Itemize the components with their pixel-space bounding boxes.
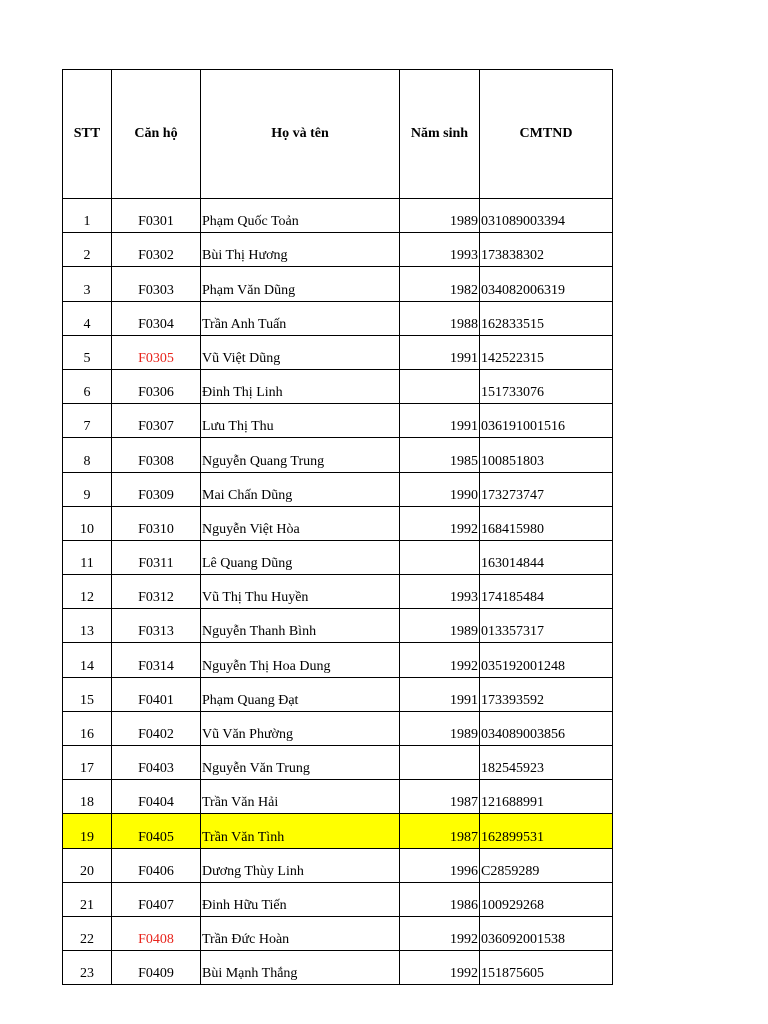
cell-name: Nguyễn Văn Trung — [201, 746, 400, 780]
cell-stt: 18 — [63, 780, 112, 814]
cell-id-number: 182545923 — [480, 746, 613, 780]
cell-apartment: F0302 — [112, 233, 201, 267]
cell-stt: 10 — [63, 506, 112, 540]
cell-birth-year: 1993 — [400, 233, 480, 267]
cell-id-number: 013357317 — [480, 609, 613, 643]
cell-stt: 23 — [63, 951, 112, 985]
cell-id-number: 173273747 — [480, 472, 613, 506]
header-id-number: CMTND — [480, 70, 613, 199]
cell-name: Mai Chấn Dũng — [201, 472, 400, 506]
cell-name: Lê Quang Dũng — [201, 540, 400, 574]
table-row — [63, 951, 613, 985]
cell-apartment: F0408 — [112, 916, 201, 950]
cell-name: Vũ Việt Dũng — [201, 335, 400, 369]
table-row — [63, 335, 613, 369]
cell-stt: 1 — [63, 199, 112, 233]
table-row — [63, 438, 613, 472]
cell-id-number: C2859289 — [480, 848, 613, 882]
cell-id-number: 035192001248 — [480, 643, 613, 677]
cell-name: Vũ Văn Phường — [201, 711, 400, 745]
table-row — [63, 814, 613, 848]
resident-table — [62, 69, 613, 985]
cell-stt: 7 — [63, 404, 112, 438]
cell-stt: 4 — [63, 301, 112, 335]
cell-name: Bùi Mạnh Thắng — [201, 951, 400, 985]
table-row — [63, 506, 613, 540]
cell-apartment: F0406 — [112, 848, 201, 882]
header-birth-year: Năm sinh — [400, 70, 480, 199]
cell-name: Trần Anh Tuấn — [201, 301, 400, 335]
cell-name: Nguyễn Việt Hòa — [201, 506, 400, 540]
cell-stt: 5 — [63, 335, 112, 369]
cell-apartment: F0306 — [112, 369, 201, 403]
cell-apartment: F0308 — [112, 438, 201, 472]
table-row — [63, 643, 613, 677]
cell-id-number: 151733076 — [480, 369, 613, 403]
cell-apartment: F0401 — [112, 677, 201, 711]
cell-birth-year: 1991 — [400, 335, 480, 369]
cell-name: Đinh Thị Linh — [201, 369, 400, 403]
cell-id-number: 162833515 — [480, 301, 613, 335]
cell-apartment: F0312 — [112, 575, 201, 609]
table-row — [63, 677, 613, 711]
cell-stt: 2 — [63, 233, 112, 267]
cell-id-number: 162899531 — [480, 814, 613, 848]
cell-name: Vũ Thị Thu Huyền — [201, 575, 400, 609]
cell-birth-year: 1992 — [400, 916, 480, 950]
cell-name: Trần Văn Hải — [201, 780, 400, 814]
cell-name: Lưu Thị Thu — [201, 404, 400, 438]
cell-birth-year: 1989 — [400, 199, 480, 233]
cell-apartment: F0403 — [112, 746, 201, 780]
cell-name: Trần Đức Hoàn — [201, 916, 400, 950]
table-row — [63, 267, 613, 301]
cell-stt: 8 — [63, 438, 112, 472]
cell-stt: 20 — [63, 848, 112, 882]
cell-apartment: F0314 — [112, 643, 201, 677]
cell-apartment: F0409 — [112, 951, 201, 985]
cell-apartment: F0310 — [112, 506, 201, 540]
table-row — [63, 609, 613, 643]
cell-birth-year: 1989 — [400, 711, 480, 745]
table-row — [63, 472, 613, 506]
cell-apartment: F0405 — [112, 814, 201, 848]
cell-id-number: 031089003394 — [480, 199, 613, 233]
cell-id-number: 036092001538 — [480, 916, 613, 950]
cell-name: Dương Thùy Linh — [201, 848, 400, 882]
cell-apartment: F0309 — [112, 472, 201, 506]
cell-id-number: 100851803 — [480, 438, 613, 472]
cell-birth-year — [400, 369, 480, 403]
cell-stt: 22 — [63, 916, 112, 950]
cell-stt: 16 — [63, 711, 112, 745]
cell-id-number: 163014844 — [480, 540, 613, 574]
cell-birth-year — [400, 540, 480, 574]
cell-stt: 12 — [63, 575, 112, 609]
table-row — [63, 199, 613, 233]
cell-name: Trần Văn Tình — [201, 814, 400, 848]
cell-birth-year: 1991 — [400, 404, 480, 438]
cell-id-number: 151875605 — [480, 951, 613, 985]
table-row — [63, 540, 613, 574]
cell-stt: 17 — [63, 746, 112, 780]
cell-apartment: F0303 — [112, 267, 201, 301]
header-apartment: Căn hộ — [112, 70, 201, 199]
table-row — [63, 404, 613, 438]
cell-birth-year: 1991 — [400, 677, 480, 711]
table-row — [63, 746, 613, 780]
cell-id-number: 168415980 — [480, 506, 613, 540]
cell-apartment: F0311 — [112, 540, 201, 574]
cell-birth-year: 1987 — [400, 814, 480, 848]
table-row — [63, 369, 613, 403]
cell-name: Nguyễn Thanh Bình — [201, 609, 400, 643]
table-row — [63, 233, 613, 267]
cell-id-number: 034089003856 — [480, 711, 613, 745]
cell-id-number: 100929268 — [480, 882, 613, 916]
table-row — [63, 711, 613, 745]
cell-stt: 3 — [63, 267, 112, 301]
cell-birth-year: 1982 — [400, 267, 480, 301]
cell-apartment: F0307 — [112, 404, 201, 438]
cell-birth-year: 1987 — [400, 780, 480, 814]
cell-apartment: F0402 — [112, 711, 201, 745]
header-name: Họ và tên — [201, 70, 400, 199]
cell-apartment: F0301 — [112, 199, 201, 233]
cell-id-number: 173838302 — [480, 233, 613, 267]
cell-id-number: 121688991 — [480, 780, 613, 814]
cell-birth-year: 1993 — [400, 575, 480, 609]
cell-id-number: 034082006319 — [480, 267, 613, 301]
cell-name: Phạm Quốc Toản — [201, 199, 400, 233]
cell-stt: 9 — [63, 472, 112, 506]
cell-birth-year: 1992 — [400, 506, 480, 540]
table-row — [63, 882, 613, 916]
table-row — [63, 780, 613, 814]
cell-birth-year: 1986 — [400, 882, 480, 916]
cell-stt: 15 — [63, 677, 112, 711]
cell-birth-year: 1989 — [400, 609, 480, 643]
cell-name: Phạm Văn Dũng — [201, 267, 400, 301]
cell-stt: 19 — [63, 814, 112, 848]
cell-birth-year: 1985 — [400, 438, 480, 472]
cell-birth-year — [400, 746, 480, 780]
header-row — [63, 70, 613, 199]
cell-id-number: 142522315 — [480, 335, 613, 369]
table-row — [63, 575, 613, 609]
table-row — [63, 301, 613, 335]
cell-apartment: F0305 — [112, 335, 201, 369]
cell-name: Bùi Thị Hương — [201, 233, 400, 267]
cell-birth-year: 1992 — [400, 951, 480, 985]
cell-apartment: F0313 — [112, 609, 201, 643]
cell-stt: 21 — [63, 882, 112, 916]
cell-name: Phạm Quang Đạt — [201, 677, 400, 711]
cell-stt: 13 — [63, 609, 112, 643]
cell-id-number: 174185484 — [480, 575, 613, 609]
cell-birth-year: 1990 — [400, 472, 480, 506]
cell-name: Nguyễn Quang Trung — [201, 438, 400, 472]
table-row — [63, 848, 613, 882]
table-body — [63, 199, 613, 985]
table-row — [63, 916, 613, 950]
cell-stt: 14 — [63, 643, 112, 677]
cell-name: Đinh Hữu Tiến — [201, 882, 400, 916]
cell-birth-year: 1992 — [400, 643, 480, 677]
cell-apartment: F0404 — [112, 780, 201, 814]
header-stt: STT — [63, 70, 112, 199]
cell-name: Nguyễn Thị Hoa Dung — [201, 643, 400, 677]
cell-stt: 11 — [63, 540, 112, 574]
cell-birth-year: 1996 — [400, 848, 480, 882]
cell-stt: 6 — [63, 369, 112, 403]
cell-id-number: 036191001516 — [480, 404, 613, 438]
cell-apartment: F0407 — [112, 882, 201, 916]
cell-apartment: F0304 — [112, 301, 201, 335]
cell-birth-year: 1988 — [400, 301, 480, 335]
cell-id-number: 173393592 — [480, 677, 613, 711]
